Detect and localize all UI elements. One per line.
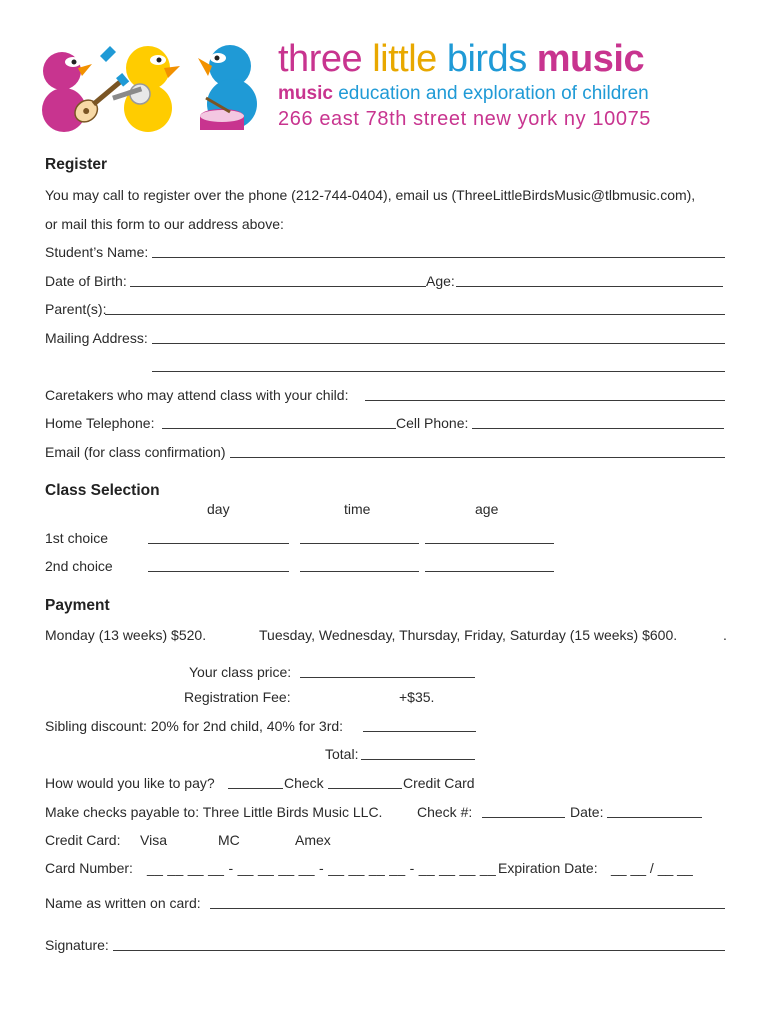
card-number-field[interactable]: __ __ __ __ - __ __ __ __ - __ __ __ __ - __ __ __ __ <box>147 860 497 876</box>
expiration-date-label: Expiration Date: <box>498 860 598 876</box>
your-class-price-label: Your class price: <box>189 664 292 680</box>
check-option-label: Check <box>284 775 324 791</box>
registration-fee-value: +$35. <box>399 689 435 705</box>
brand-subtitle <box>278 83 649 105</box>
name-on-card-label: Name as written on card: <box>45 895 201 911</box>
second-choice-label: 2nd choice <box>45 558 113 574</box>
second-choice-time-field[interactable] <box>300 571 419 572</box>
monday-price: Monday (13 weeks) $520. <box>45 627 207 643</box>
signature-label: Signature: <box>45 937 109 953</box>
second-choice-age-field[interactable] <box>425 571 554 572</box>
register-heading: Register <box>45 156 108 173</box>
visa-option[interactable]: Visa <box>140 832 167 848</box>
student-name-field[interactable] <box>152 257 725 258</box>
mailing-address-field-2[interactable] <box>152 371 725 372</box>
how-pay-label: How would you like to pay? <box>45 775 215 791</box>
mailing-address-label: Mailing Address: <box>45 330 148 346</box>
trailing-dot: . <box>723 627 727 643</box>
pay-credit-card-field[interactable] <box>328 788 402 789</box>
registration-fee-label: Registration Fee: <box>184 689 291 705</box>
expiration-date-field[interactable]: __ __ / __ __ <box>611 860 693 876</box>
first-choice-label: 1st choice <box>45 530 109 546</box>
your-class-price-field[interactable] <box>300 677 475 678</box>
subtitle-rest: education and exploration of children <box>332 83 649 104</box>
caretakers-field[interactable] <box>365 400 725 401</box>
mailing-address-field[interactable] <box>152 343 725 344</box>
title-music: music <box>536 38 645 80</box>
col-age-label: age <box>475 501 499 517</box>
cell-phone-label: Cell Phone: <box>396 415 469 431</box>
class-selection-heading: Class Selection <box>45 482 160 499</box>
brand-address: 266 east 78th street new york ny 10075 <box>278 108 652 130</box>
first-choice-time-field[interactable] <box>300 543 419 544</box>
total-field[interactable] <box>361 759 475 760</box>
amex-option[interactable]: Amex <box>295 832 331 848</box>
second-choice-day-field[interactable] <box>148 571 289 572</box>
email-field[interactable] <box>230 457 725 458</box>
caretakers-label: Caretakers who may attend class with your child: <box>45 387 349 403</box>
credit-card-label: Credit Card: <box>45 832 121 848</box>
payment-heading: Payment <box>45 597 110 614</box>
three-birds-with-instruments-icon <box>40 38 272 134</box>
total-label: Total: <box>325 746 359 762</box>
home-telephone-field[interactable] <box>162 428 396 429</box>
title-little: little <box>372 38 437 80</box>
register-intro-line1: You may call to register over the phone (212-744-0404), email us (ThreeLittleBirdsMusic@tlbmusic.com), <box>45 187 696 203</box>
check-number-label: Check #: <box>417 804 473 820</box>
cell-phone-field[interactable] <box>472 428 724 429</box>
title-birds: birds <box>446 38 527 80</box>
brand-title <box>278 36 644 82</box>
sibling-discount-field[interactable] <box>363 731 476 732</box>
dob-label: Date of Birth: <box>45 273 127 289</box>
credit-card-option-label: Credit Card <box>403 775 475 791</box>
sibling-discount-label: Sibling discount: 20% for 2nd child, 40% for 3rd: <box>45 718 344 734</box>
dob-field[interactable] <box>130 286 426 287</box>
title-three: three <box>278 38 363 80</box>
first-choice-age-field[interactable] <box>425 543 554 544</box>
mc-option[interactable]: MC <box>218 832 240 848</box>
signature-field[interactable] <box>113 950 725 951</box>
register-intro-line2: or mail this form to our address above: <box>45 216 284 232</box>
parents-field[interactable] <box>105 314 725 315</box>
age-field[interactable] <box>456 286 723 287</box>
card-number-label: Card Number: <box>45 860 133 876</box>
other-days-price: Tuesday, Wednesday, Thursday, Friday, Saturday (15 weeks) $600. <box>259 627 678 643</box>
email-label: Email (for class confirmation) <box>45 444 226 460</box>
student-name-label: Student’s Name: <box>45 244 149 260</box>
col-time-label: time <box>344 501 371 517</box>
subtitle-bold: music <box>278 83 333 104</box>
check-date-label: Date: <box>570 804 604 820</box>
check-date-field[interactable] <box>607 817 702 818</box>
pay-check-field[interactable] <box>228 788 283 789</box>
first-choice-day-field[interactable] <box>148 543 289 544</box>
home-telephone-label: Home Telephone: <box>45 415 155 431</box>
checks-payable-text: Make checks payable to: Three Little Birds Music LLC. <box>45 804 383 820</box>
name-on-card-field[interactable] <box>210 908 725 909</box>
check-number-field[interactable] <box>482 817 565 818</box>
age-label: Age: <box>426 273 455 289</box>
parents-label: Parent(s): <box>45 301 107 317</box>
col-day-label: day <box>207 501 230 517</box>
